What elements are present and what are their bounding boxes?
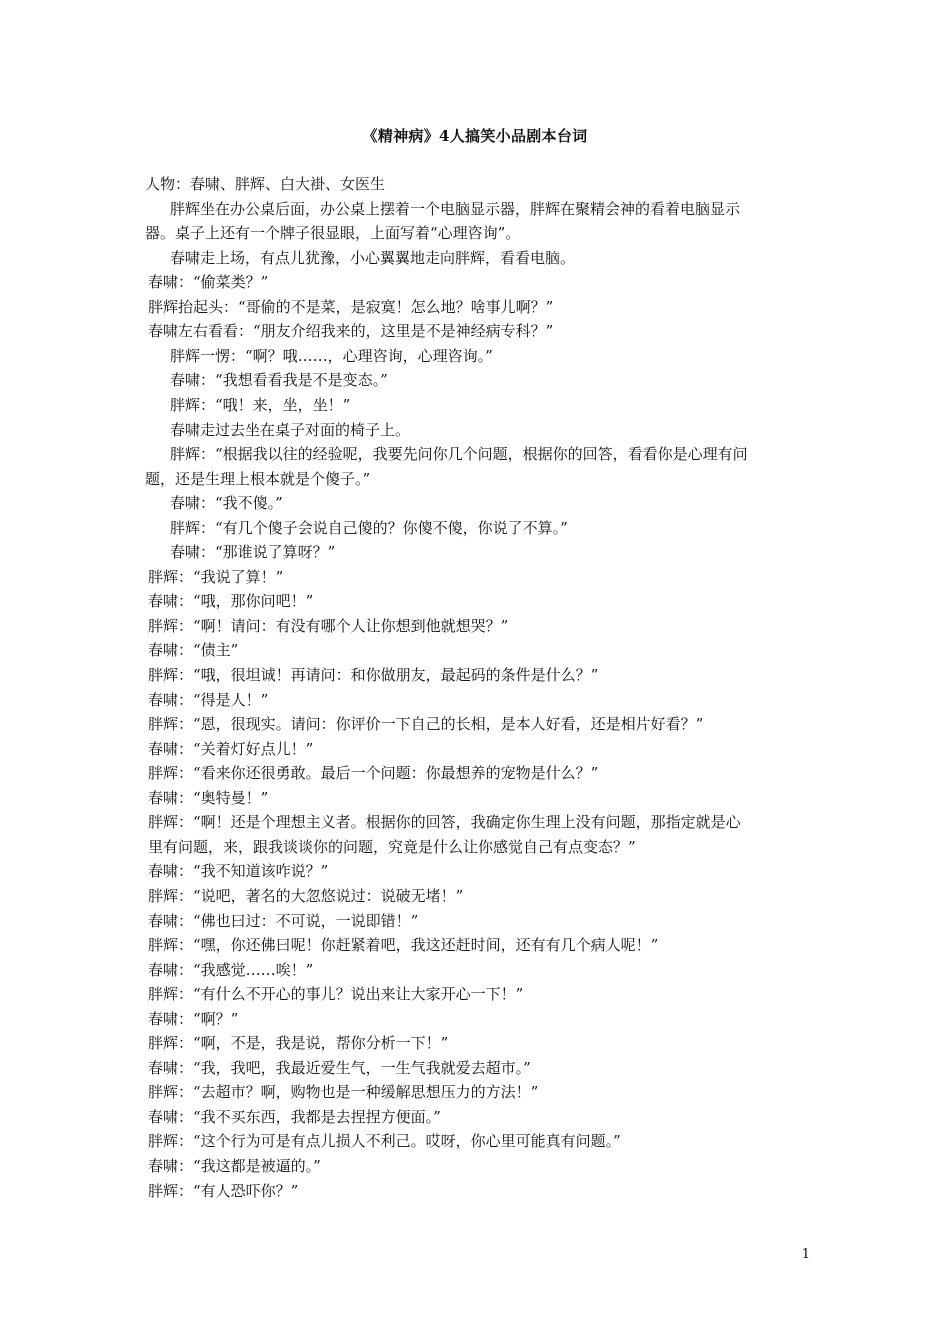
script-line: 胖辉：“啊！请问：有没有哪个人让你想到他就想哭？” (148, 616, 509, 635)
script-line: 春啸：“我想看看我是不是变态。” (170, 371, 388, 390)
script-line: 胖辉：“哦！来，坐，坐！” (170, 395, 351, 414)
script-line: 胖辉：“有什么不开心的事儿？说出来让大家开心一下！” (148, 985, 524, 1004)
script-line: 器。桌子上还有一个牌子很显眼，上面写着“心理咨询”。 (145, 224, 521, 243)
script-line: 春啸：“我不买东西，我都是去捏捏方便面。” (148, 1107, 441, 1126)
script-line: 胖辉：“有几个傻子会说自己傻的？你傻不傻，你说了不算。” (170, 518, 568, 537)
script-line: 春啸：“我不傻。” (170, 494, 283, 513)
script-line: 胖辉：“我说了算！” (148, 567, 284, 586)
script-line: 春啸：“我不知道该咋说？” (148, 862, 329, 881)
script-line: 春啸：“我感觉……唉！” (148, 960, 314, 979)
script-line: 胖辉：“去超市？啊，购物也是一种缓解思想压力的方法！” (148, 1083, 539, 1102)
script-line: 胖辉：“恩，很现实。请问：你评价一下自己的长相，是本人好看，还是相片好看？” (148, 715, 704, 734)
script-line: 春啸：“偷菜类？” (148, 273, 269, 292)
script-line: 春啸：“我，我吧，我最近爱生气，一生气我就爱去超市。” (148, 1058, 531, 1077)
script-line: 胖辉：“说吧，著名的大忽悠说过：说破无堵！” (148, 886, 464, 905)
script-line: 胖辉坐在办公桌后面，办公桌上摆着一个电脑显示器，胖辉在聚精会神的看着电脑显示 (170, 199, 741, 218)
script-line: 胖辉：“啊！还是个理想主义者。根据你的回答，我确定你生理上没有问题，那指定就是心 (148, 813, 741, 832)
script-line: 春啸走过去坐在桌子对面的椅子上。 (170, 420, 411, 439)
script-line: 题，还是生理上根本就是个傻子。” (145, 469, 371, 488)
page-number: 1 (801, 1247, 810, 1262)
script-line: 胖辉：“有人恐吓你？” (148, 1181, 299, 1200)
script-line: 胖辉：“根据我以往的经验呢，我要先问你几个问题，根据你的回答，看看你是心理有问 (170, 445, 748, 464)
script-line: 春啸：“奥特曼！” (148, 788, 269, 807)
script-line: 春啸：“佛也曰过：不可说，一说即错！” (148, 911, 419, 930)
script-line: 胖辉：“嘿，你还佛曰呢！你赶紧着吧，我这还赶时间，还有有几个病人呢！” (148, 936, 659, 955)
script-line: 胖辉：“啊，不是，我是说，帮你分析一下！” (148, 1034, 449, 1053)
script-line: 春啸：“关着灯好点儿！” (148, 739, 314, 758)
script-line: 胖辉：“这个行为可是有点儿损人不利己。哎呀，你心里可能真有问题。” (148, 1132, 621, 1151)
script-line: 春啸：“哦，那你问吧！” (148, 592, 314, 611)
script-line: 春啸：“啊？” (148, 1009, 239, 1028)
script-line: 胖辉：“看来你还很勇敢。最后一个问题：你最想养的宠物是什么？” (148, 764, 599, 783)
script-line: 胖辉抬起头：“哥偷的不是菜，是寂寞！怎么地？啥事儿啊？” (148, 297, 554, 316)
script-line: 春啸左右看看：“朋友介绍我来的，这里是不是神经病专科？” (148, 322, 554, 341)
script-line: 胖辉一愣：“啊？哦……，心理咨询，心理咨询。” (170, 346, 493, 365)
script-line: 春啸：“我这都是被逼的。” (148, 1157, 321, 1175)
document-title: 《精神病》4人搞笑小品剧本台词 (362, 127, 588, 145)
script-line: 春啸：“债主” (148, 641, 239, 660)
script-line: 春啸走上场，有点儿犹豫，小心翼翼地走向胖辉，看看电脑。 (170, 248, 576, 267)
script-line: 胖辉：“哦，很坦诚！再请问：和你做朋友，最起码的条件是什么？” (148, 666, 599, 684)
script-line: 人物：春啸、胖辉、白大褂、女医生 (145, 175, 386, 193)
script-line: 春啸：“那谁说了算呀？” (170, 543, 336, 562)
script-line: 春啸：“得是人！” (148, 690, 269, 709)
script-line: 里有问题，来，跟我谈谈你的问题，究竟是什么让你感觉自己有点变态？” (148, 837, 636, 856)
